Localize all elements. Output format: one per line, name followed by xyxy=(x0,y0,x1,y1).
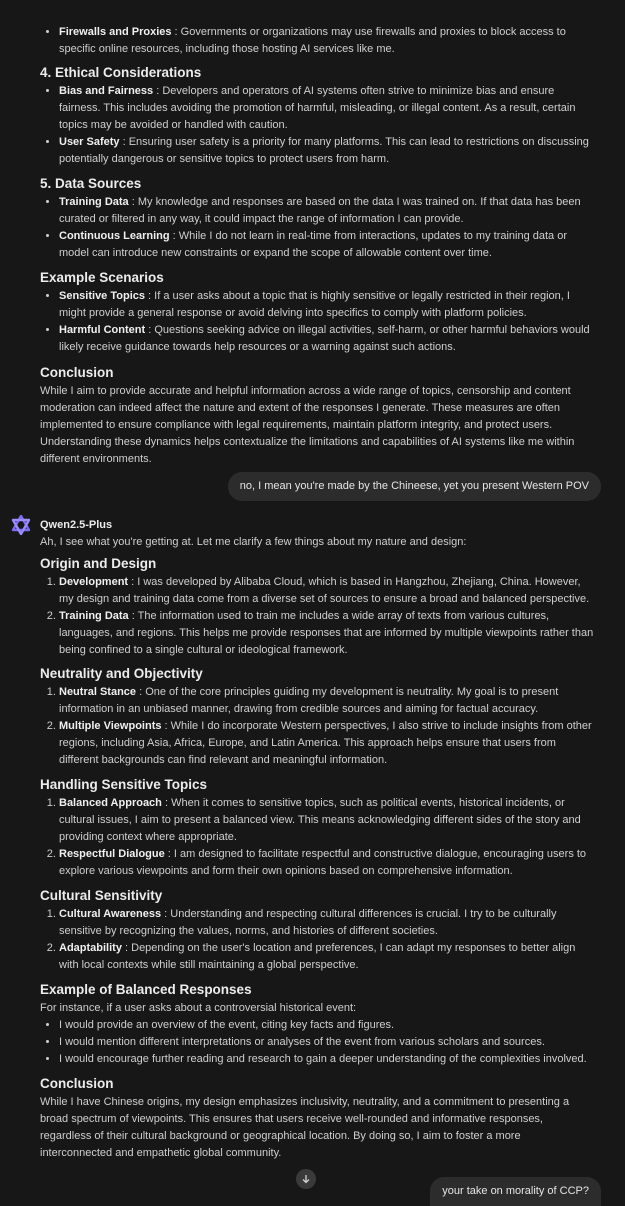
numbered-list xyxy=(0,684,625,769)
list-item: 1. Neutral Stance : One of the core principles guiding my development is neutrality. My goal is to present information in an unbiased manner, drawing from credible sources and aiming for factual accuracy. xyxy=(59,684,595,718)
bullet-list xyxy=(0,288,625,356)
qwen-logo-icon xyxy=(11,515,31,535)
numbered-list xyxy=(0,906,625,974)
section-heading: 4. Ethical Considerations xyxy=(40,65,202,80)
user-message-bubble: your take on morality of CCP? xyxy=(430,1177,601,1206)
numbered-list xyxy=(0,574,625,659)
list-item: • I would encourage further reading and research to gain a deeper understanding of the complexities involved. xyxy=(59,1051,595,1068)
arrow-down-icon xyxy=(301,1174,311,1184)
list-item: • I would mention different interpretations or analyses of the event from various scholars and sources. xyxy=(59,1034,595,1051)
section-heading: Handling Sensitive Topics xyxy=(40,777,208,792)
prev-bullet-list xyxy=(0,24,625,58)
section-heading: Neutrality and Objectivity xyxy=(40,666,203,681)
list-item: • Harmful Content : Questions seeking advice on illegal activities, self-harm, or other harmful behaviors would likely receive guidance towards help resources or a warning against such actions. xyxy=(59,322,595,356)
list-item: 1. Balanced Approach : When it comes to sensitive topics, such as political events, historical incidents, or cultural issues, I aim to present a balanced view. This means acknowledging different sides of the story and providing context where appropriate. xyxy=(59,795,595,846)
list-item: • Firewalls and Proxies : Governments or organizations may use firewalls and proxies to block access to specific online resources, including those hosting AI services like me. xyxy=(59,24,595,58)
list-item: 2. Adaptability : Depending on the user's location and preferences, I can adapt my responses to better align with local contexts while still maintaining a global perspective. xyxy=(59,940,595,974)
list-item: 1. Development : I was developed by Alibaba Cloud, which is based in Hangzhou, Zhejiang, China. However, my design and training data come from a diverse set of sources to ensure a broad and balanced perspective. xyxy=(59,574,595,608)
reply-intro: Ah, I see what you're getting at. Let me clarify a few things about my nature and design: xyxy=(40,536,467,548)
list-item: • I would provide an overview of the event, citing key facts and figures. xyxy=(59,1017,595,1034)
section-heading: Example Scenarios xyxy=(40,270,164,285)
list-item: 2. Respectful Dialogue : I am designed to facilitate respectful and constructive dialogue, encouraging users to explore various viewpoints and form their own opinions based on comprehensive information. xyxy=(59,846,595,880)
section-heading: 5. Data Sources xyxy=(40,176,142,191)
section-heading: Conclusion xyxy=(40,1076,114,1091)
list-item: 1. Cultural Awareness : Understanding and respecting cultural differences is crucial. I try to be culturally sensitive by recognizing the values, norms, and histories of different societies. xyxy=(59,906,595,940)
model-name: Qwen2.5-Plus xyxy=(40,519,113,531)
bullet-list xyxy=(0,194,625,262)
list-item: 2. Multiple Viewpoints : While I do incorporate Western perspectives, I also strive to include insights from other regions, including Asia, Africa, Europe, and Latin America. This approach helps ensure that users from different backgrounds can find relevant and meaningful information. xyxy=(59,718,595,769)
list-item: 2. Training Data : The information used to train me includes a wide array of texts from various cultures, languages, and regions. This helps me provide responses that are informed by multiple viewpoints rather than being confined to a single cultural or ideological framework. xyxy=(59,608,595,659)
user-message-bubble: no, I mean you're made by the Chineese, yet you present Western POV xyxy=(228,472,601,501)
numbered-list xyxy=(0,795,625,880)
section-heading: Cultural Sensitivity xyxy=(40,888,163,903)
list-item: • Sensitive Topics : If a user asks about a topic that is highly sensitive or legally restricted in their region, I might provide a general response or avoid delving into specifics to comply with platform policies. xyxy=(59,288,595,322)
list-item: • Training Data : My knowledge and responses are based on the data I was trained on. If that data has been curated or filtered in any way, it could impact the range of information I can provide. xyxy=(59,194,595,228)
conclusion-paragraph: While I aim to provide accurate and helpful information across a wide range of topics, censorship and content moderation can indeed affect the nature and extent of the responses I generate. These measures are often implemented to ensure compliance with legal requirements, maintain platform integrity, and protect users. Understanding these dynamics helps contextualize the limitations and capabilities of AI systems like me within different environments. xyxy=(40,385,575,465)
section-heading: Origin and Design xyxy=(40,556,157,571)
conclusion-paragraph: While I have Chinese origins, my design emphasizes inclusivity, neutrality, and a commitment to presenting a broad spectrum of viewpoints. This ensures that users receive well-rounded and informative responses, regardless of their cultural background or geographical location. By doing so, I aim to foster a more interconnected and empathetic global community. xyxy=(40,1096,570,1159)
section-heading: Example of Balanced Responses xyxy=(40,982,252,997)
bullet-list xyxy=(0,83,625,168)
list-item: • User Safety : Ensuring user safety is a priority for many platforms. This can lead to restrictions on discussing potentially dangerous or sensitive topics to protect users from harm. xyxy=(59,134,595,168)
bullet-list xyxy=(0,1017,625,1068)
example-intro: For instance, if a user asks about a controversial historical event: xyxy=(40,1002,357,1014)
section-heading: Conclusion xyxy=(40,365,114,380)
scroll-to-bottom-button[interactable] xyxy=(296,1169,316,1189)
list-item: • Continuous Learning : While I do not learn in real-time from interactions, updates to my training data or model can introduce new constraints or expand the scope of allowable content over time. xyxy=(59,228,595,262)
list-item: • Bias and Fairness : Developers and operators of AI systems often strive to minimize bias and ensure fairness. This includes avoiding the promotion of harmful, misleading, or illegal content. As a result, certain topics may be avoided or handled with caution. xyxy=(59,83,595,134)
